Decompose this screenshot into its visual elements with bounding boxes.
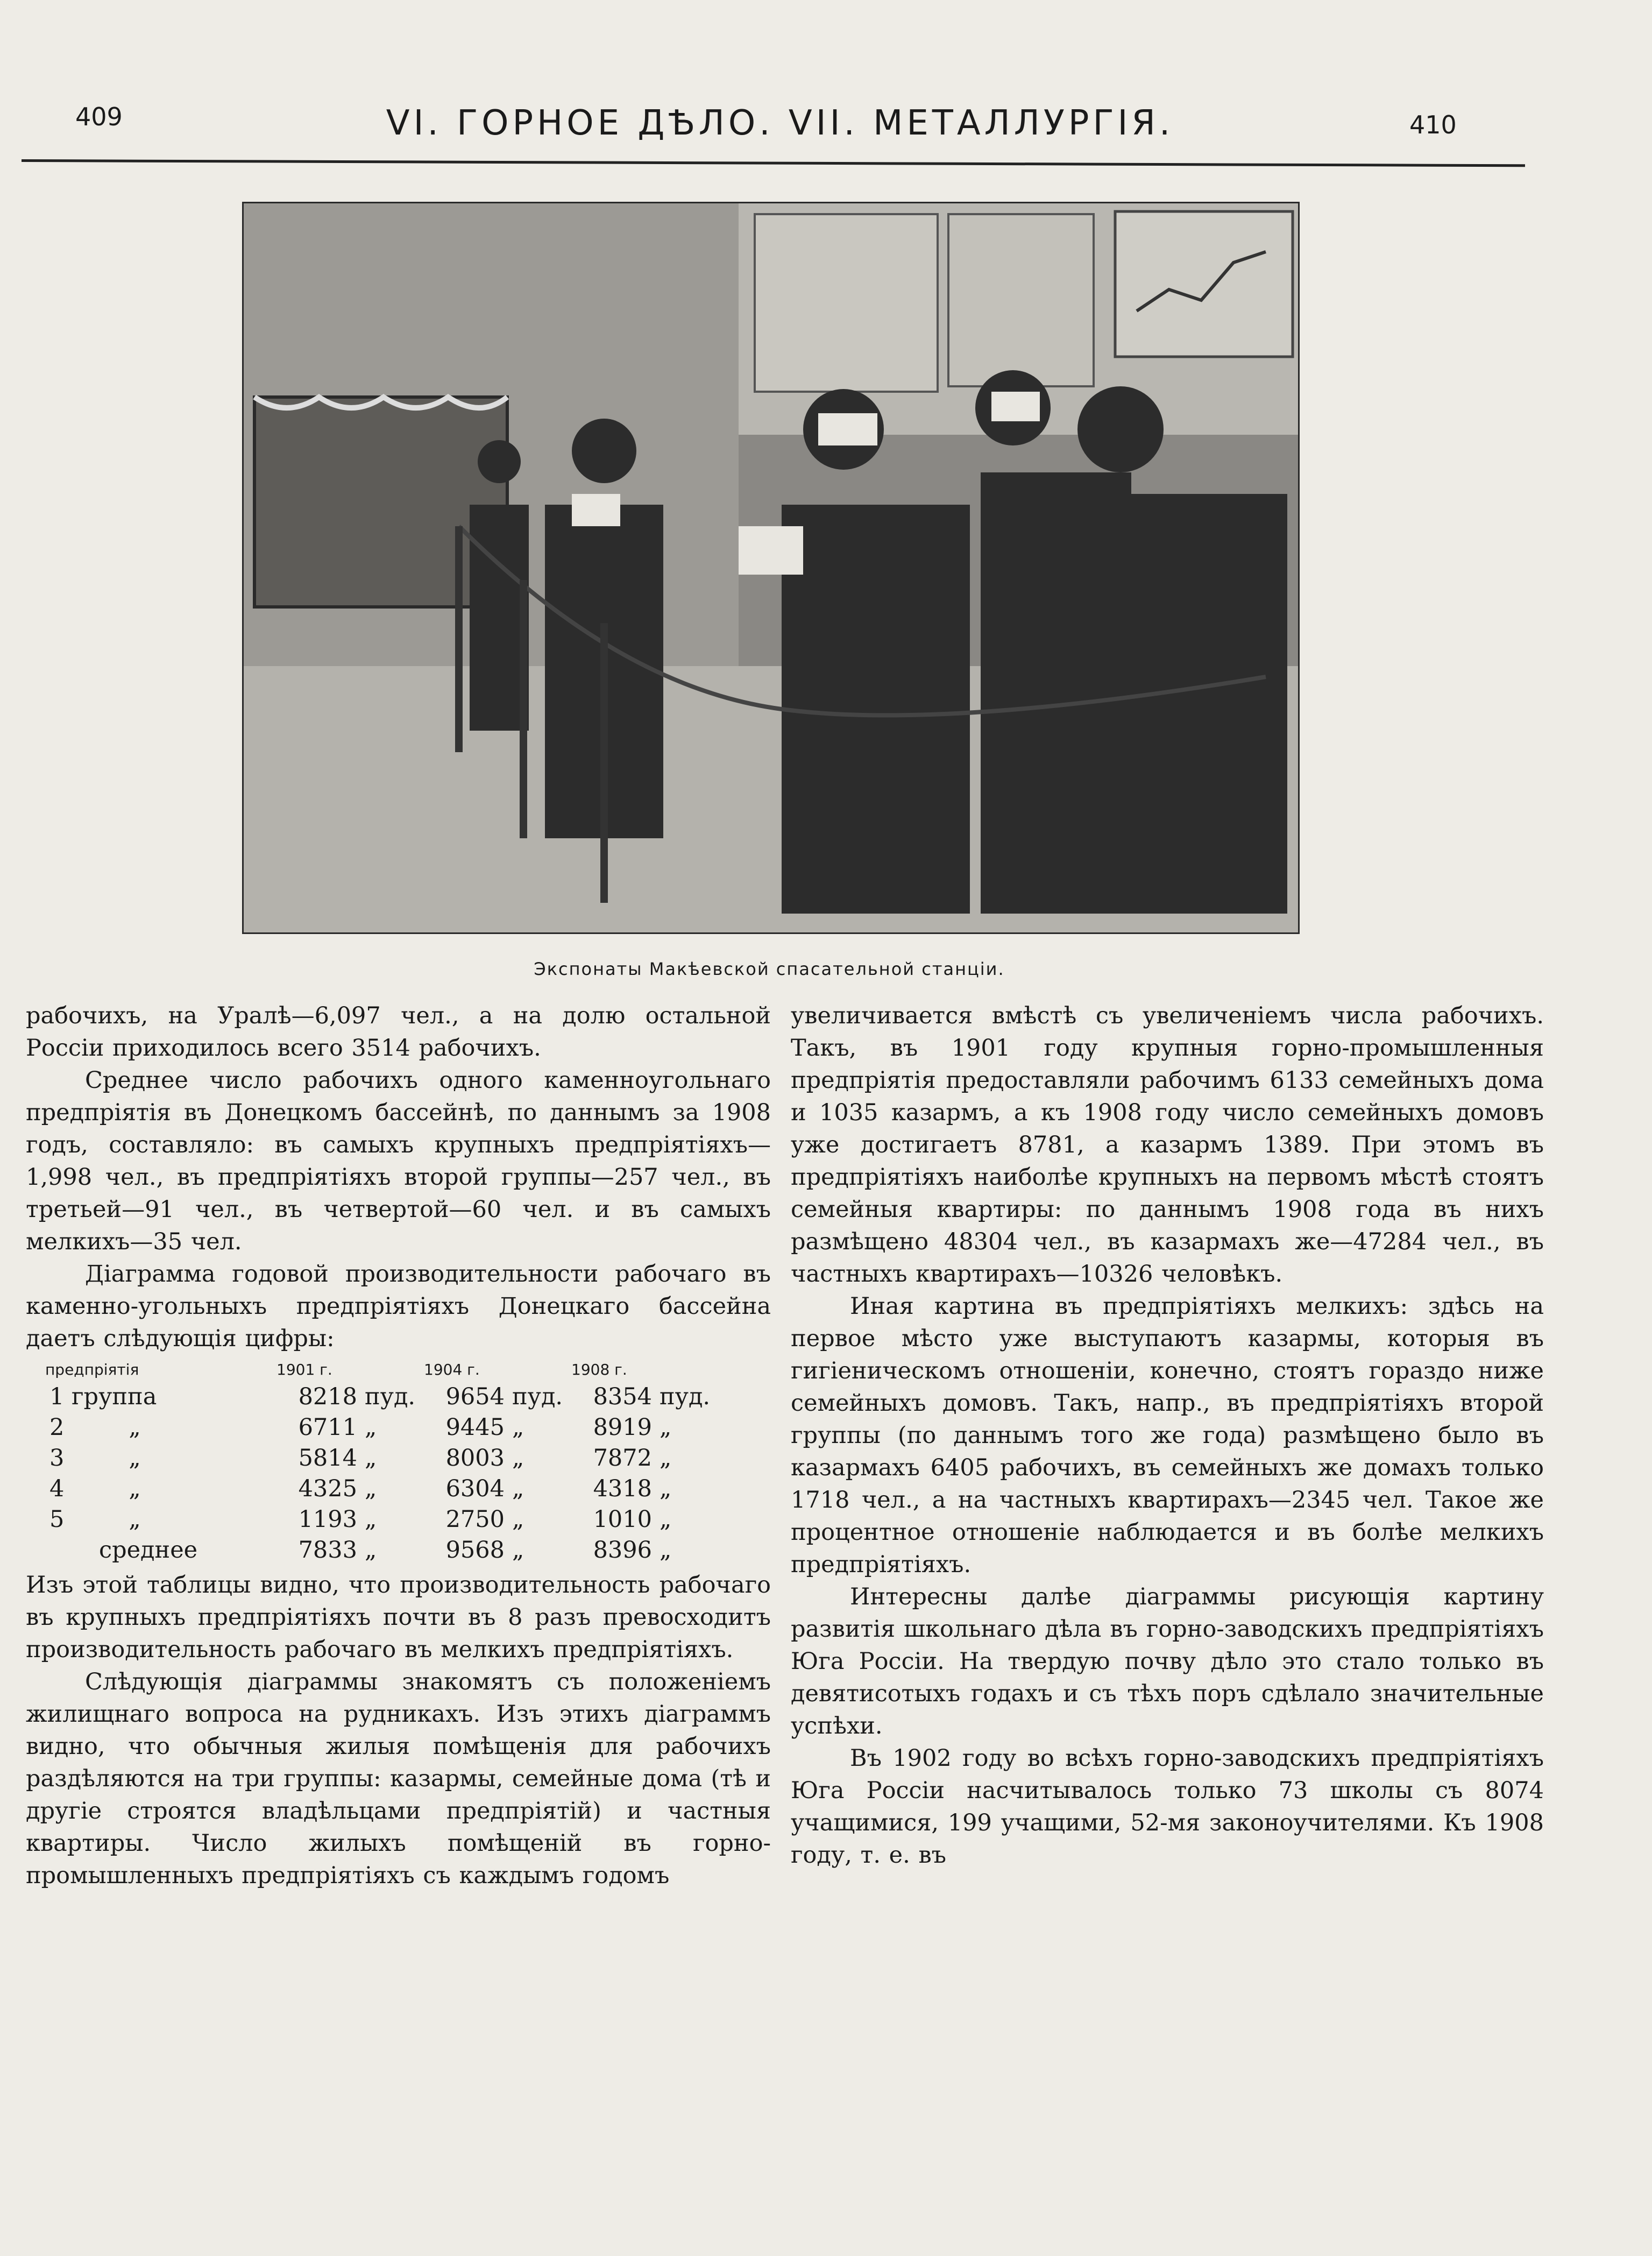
table-cell-unit: пуд. bbox=[660, 1383, 711, 1410]
productivity-table bbox=[45, 1357, 710, 1566]
running-title: VI. ГОРНОЕ ДѢЛО. VII. МЕТАЛЛУРГІЯ. bbox=[386, 103, 1174, 143]
table-cell-value: 9568 bbox=[445, 1537, 505, 1564]
table-ditto-mark: „ bbox=[512, 1475, 524, 1502]
table-cell-value: 7833 bbox=[298, 1537, 357, 1564]
table-cell-value: 1010 bbox=[593, 1506, 652, 1533]
table-row bbox=[45, 1474, 710, 1504]
table-cell-value: 7872 bbox=[593, 1445, 652, 1472]
table-ditto-mark: „ bbox=[365, 1537, 377, 1564]
table-cell-value: 6711 bbox=[298, 1414, 357, 1441]
table-ditto-mark: „ bbox=[660, 1414, 672, 1441]
left-column bbox=[26, 1000, 771, 1892]
table-header-cell: 1904 г. bbox=[424, 1361, 480, 1378]
page-number-left: 409 bbox=[75, 102, 123, 131]
table-cell-group bbox=[45, 1443, 276, 1474]
table-ditto-mark: „ bbox=[512, 1537, 524, 1564]
exhibit-photo bbox=[242, 202, 1300, 934]
table-row bbox=[45, 1504, 710, 1535]
table-cell-unit: пуд. bbox=[512, 1383, 563, 1410]
table-ditto-mark: „ bbox=[512, 1414, 524, 1441]
right-paragraph-3: Интересны далѣе діаграммы рисующія картину развитія школьнаго дѣла въ горно-заводскихъ предпріятіяхъ Юга Россіи. На твердую почву дѣло это стало только въ девятисотыхъ годахъ и съ тѣхъ поръ сдѣлало значительные успѣхи. bbox=[791, 1583, 1544, 1739]
right-column bbox=[791, 1000, 1544, 1871]
table-cell-unit: пуд. bbox=[365, 1383, 416, 1410]
table-cell-value: 8354 bbox=[593, 1383, 652, 1410]
table-row bbox=[45, 1382, 710, 1412]
table-group-number: 4 bbox=[49, 1475, 65, 1502]
table-cell-value: 4318 bbox=[593, 1475, 652, 1502]
table-ditto-mark: „ bbox=[129, 1475, 141, 1502]
table-ditto-mark: „ bbox=[129, 1445, 141, 1472]
table-cell-group bbox=[45, 1412, 276, 1443]
table-group-number: 2 bbox=[49, 1414, 65, 1441]
table-cell-group bbox=[45, 1474, 276, 1504]
table-group-number: 3 bbox=[49, 1445, 65, 1472]
table-ditto-mark: „ bbox=[365, 1445, 377, 1472]
left-paragraph-4: Изъ этой таблицы видно, что производительность рабочаго въ крупныхъ предпріятіяхъ почти въ 8 разъ превосходитъ производительность рабочаго въ мелкихъ предпріятіяхъ. bbox=[26, 1572, 771, 1663]
left-paragraph-3: Діаграмма годовой производительности рабочаго въ каменно-угольныхъ предпріятіяхъ Донецкаго бассейна даетъ слѣдующія цифры: bbox=[26, 1261, 771, 1352]
photo-caption: Экспонаты Макѣевской спасательной станціи. bbox=[534, 959, 1005, 979]
right-paragraph-4: Въ 1902 году во всѣхъ горно-заводскихъ предпріятіяхъ Юга Россіи насчитывалось только 73 школы съ 8074 учащимися, 199 учащими, 52-мя законоучителями. Къ 1908 году, т. е. въ bbox=[791, 1745, 1544, 1869]
exhibit-photo-illustration bbox=[244, 203, 1298, 932]
table-group-number: 5 bbox=[49, 1506, 65, 1533]
right-paragraph-1: увеличивается вмѣстѣ съ увеличеніемъ числа рабочихъ. Такъ, въ 1901 году крупныя горно-промышленныя предпріятія предоставляли рабочимъ 6133 семейныхъ дома и 1035 казармъ, а къ 1908 году число семейныхъ домовъ уже достигаетъ 8781, а казармъ 1389. При этомъ въ предпріятіяхъ наиболѣе крупныхъ на первомъ мѣстѣ стоятъ семейныя квартиры: по даннымъ 1908 года въ нихъ размѣщено 48304 чел., въ казармахъ же—47284 чел., въ частныхъ квартирахъ—10326 человѣкъ. bbox=[791, 1002, 1544, 1288]
left-paragraph-1: рабочихъ, на Уралѣ—6,097 чел., а на долю остальной Россіи приходилось всего 3514 рабочихъ. bbox=[26, 1002, 771, 1062]
table-ditto-mark: „ bbox=[365, 1414, 377, 1441]
table-cell-value: 8919 bbox=[593, 1414, 652, 1441]
table-ditto-mark: „ bbox=[129, 1414, 141, 1441]
table-ditto-mark: „ bbox=[660, 1475, 672, 1502]
table-cell-value: 9445 bbox=[445, 1414, 505, 1441]
table-row bbox=[45, 1412, 710, 1443]
table-ditto-mark: „ bbox=[512, 1445, 524, 1472]
table-header-cell: 1908 г. bbox=[571, 1361, 627, 1378]
table-ditto-mark: „ bbox=[660, 1445, 672, 1472]
table-ditto-mark: „ bbox=[129, 1506, 141, 1533]
right-paragraph-2: Иная картина въ предпріятіяхъ мелкихъ: здѣсь на первое мѣсто уже выступаютъ казармы, которыя въ гигіеническомъ отношеніи, конечно, стоятъ гораздо ниже семейныхъ домовъ. Такъ, напр., въ предпріятіяхъ второй группы (по даннымъ того же года) размѣщено было въ казармахъ 6405 рабочихъ, въ семейныхъ же домахъ только 1718 чел., а на частныхъ квартирахъ—2345 чел. Такое же процентное отношеніе наблюдается и въ болѣе мелкихъ предпріятіяхъ. bbox=[791, 1293, 1544, 1578]
table-cell-group bbox=[45, 1504, 276, 1535]
table-cell-value: 5814 bbox=[298, 1445, 357, 1472]
table-cell-value: 8396 bbox=[593, 1537, 652, 1564]
table-ditto-mark: „ bbox=[660, 1506, 672, 1533]
table-cell-group: среднее bbox=[99, 1537, 198, 1564]
table-cell-value: 4325 bbox=[298, 1475, 357, 1502]
table-cell-value: 9654 bbox=[445, 1383, 505, 1410]
table-cell-value: 2750 bbox=[445, 1506, 505, 1533]
table-cell-value: 1193 bbox=[298, 1506, 357, 1533]
table-ditto-mark: „ bbox=[365, 1475, 377, 1502]
header-rule bbox=[22, 159, 1525, 167]
table-ditto-mark: „ bbox=[512, 1506, 524, 1533]
table-ditto-mark: „ bbox=[365, 1506, 377, 1533]
table-row bbox=[45, 1535, 710, 1566]
table-header-cell: предпріятія bbox=[45, 1361, 139, 1378]
table-cell-group: 1 группа bbox=[49, 1383, 157, 1410]
table-header-row bbox=[45, 1357, 710, 1382]
table-header-cell: 1901 г. bbox=[276, 1361, 332, 1378]
left-paragraph-2: Среднее число рабочихъ одного каменноугольнаго предпріятія въ Донецкомъ бассейнѣ, по даннымъ за 1908 годъ, составляло: въ самыхъ крупныхъ предпріятіяхъ—1,998 чел., въ предпріятіяхъ второй группы—257 чел., въ третьей—91 чел., въ четвертой—60 чел. и въ самыхъ мелкихъ—35 чел. bbox=[26, 1067, 771, 1255]
left-paragraph-5: Слѣдующія діаграммы знакомятъ съ положеніемъ жилищнаго вопроса на рудникахъ. Изъ этихъ діаграммъ видно, что обычныя жилыя помѣщенія для рабочихъ раздѣляются на три группы: казармы, семейные дома (тѣ и другіе строятся владѣльцами предпріятій) и частныя квартиры. Число жилыхъ помѣщеній въ горно-промышленныхъ предпріятіяхъ съ каждымъ годомъ bbox=[26, 1668, 771, 1889]
table-ditto-mark: „ bbox=[660, 1537, 672, 1564]
table-row bbox=[45, 1443, 710, 1474]
table-cell-value: 8003 bbox=[445, 1445, 505, 1472]
running-head bbox=[0, 0, 1652, 172]
table-cell-value: 6304 bbox=[445, 1475, 505, 1502]
page-number-right: 410 bbox=[1409, 110, 1457, 139]
table-cell-value: 8218 bbox=[298, 1383, 357, 1410]
